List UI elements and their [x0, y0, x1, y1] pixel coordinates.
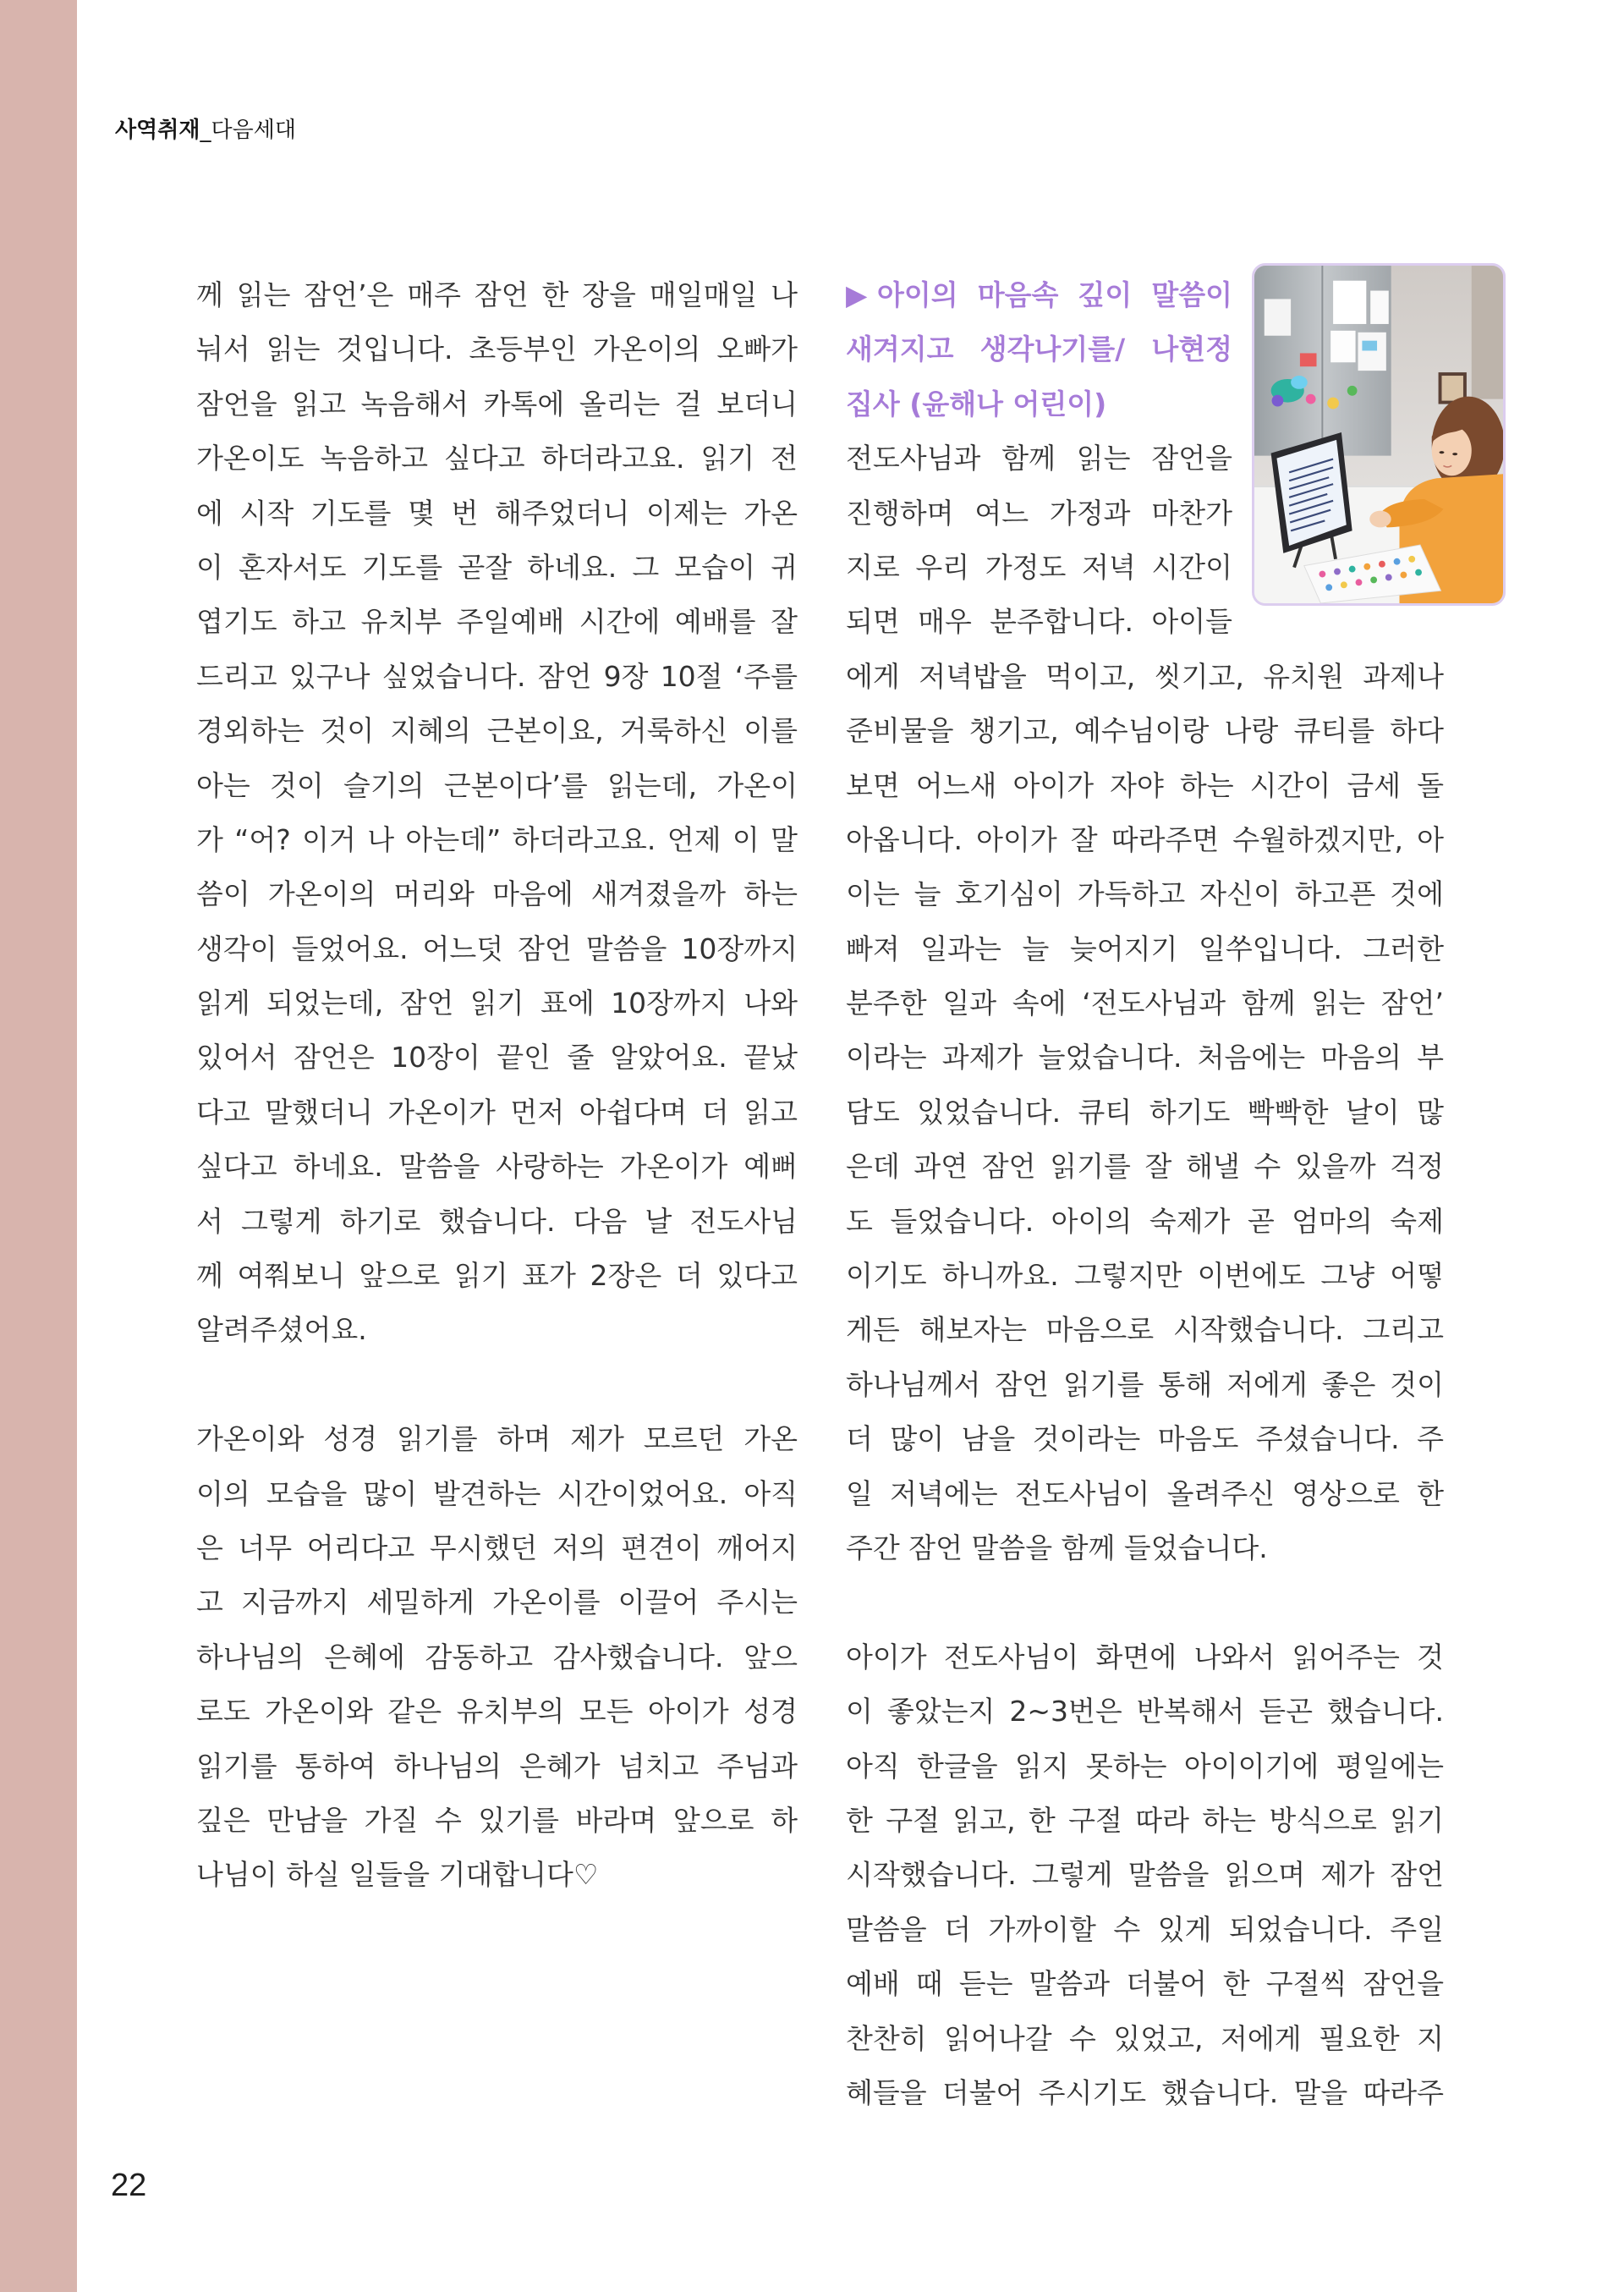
- text-line: 담도 있었습니다. 큐티 하기도 빡빡한 날이 많: [846, 1095, 1444, 1129]
- chart-dot: [1319, 571, 1325, 578]
- text-line: 이라는 과제가 늘었습니다. 처음에는 마음의 부: [846, 1041, 1444, 1075]
- chart-dot: [1385, 574, 1392, 581]
- text-line: 주간 잠언 말씀을 함께 들었습니다.: [846, 1531, 1268, 1564]
- section-subtitle: _다음세대: [200, 118, 296, 143]
- child-drawing: [1362, 341, 1377, 351]
- fridge-magnet: [1347, 386, 1358, 396]
- text-line: 은데 과연 잠언 읽기를 잘 해낼 수 있을까 걱정: [846, 1150, 1444, 1184]
- text-line: 깊은 만남을 가질 수 있기를 바라며 앞으로 하: [196, 1803, 798, 1837]
- text-line: 게든 해보자는 마음으로 시작했습니다. 그리고: [846, 1313, 1444, 1347]
- text-line: 읽게 되었는데, 잠언 읽기 표에 10장까지 나와: [196, 987, 798, 1020]
- text-line: 가 “어? 이거 나 아는데” 하더라고요. 언제 이 말: [196, 822, 798, 856]
- text-line: 있어서 잠언은 10장이 끝인 줄 알았어요. 끝났: [196, 1041, 798, 1075]
- fridge-paper: [1330, 331, 1355, 362]
- chart-dot: [1408, 556, 1415, 563]
- chart-dot: [1394, 558, 1401, 565]
- fridge-magnet: [1272, 395, 1284, 407]
- text-line: 예배 때 듣는 말씀과 더불어 한 구절씩 잠언을: [846, 1967, 1444, 2001]
- text-line: 빠져 일과는 늘 늦어지기 일쑤입니다. 그러한: [846, 932, 1444, 965]
- chart-dot: [1341, 581, 1347, 588]
- fridge-paper: [1358, 333, 1386, 371]
- chart-dot: [1379, 561, 1385, 568]
- text-line: 아직 한글을 읽지 못하는 아이이기에 평일에는: [846, 1749, 1444, 1783]
- text-line: 도 들었습니다. 아이의 숙제가 곧 엄마의 숙제: [846, 1204, 1444, 1238]
- text-line: 은 너무 어리다고 무시했던 저의 편견이 깨어지: [196, 1531, 798, 1564]
- photo-illustration: [1254, 266, 1503, 603]
- text-line: 전도사님과 함께 읽는 잠언을: [846, 442, 1232, 475]
- text-line: 보면 어느새 아이가 자야 하는 시간이 금세 돌: [846, 768, 1444, 802]
- text-line: 분주한 일과 속에 ‘전도사님과 함께 읽는 잠언’: [846, 987, 1444, 1020]
- text-line: 서 그렇게 하기로 했습니다. 다음 날 전도사님: [196, 1204, 798, 1238]
- chart-dot: [1325, 584, 1332, 591]
- text-line: 이기도 하니까요. 그렇지만 이번에도 그냥 어떻: [846, 1259, 1444, 1293]
- text-line: 다고 말했더니 가온이가 먼저 아쉽다며 더 읽고: [196, 1095, 798, 1129]
- text-line: 혜들을 더불어 주시기도 했습니다. 말을 따라주: [846, 2075, 1444, 2109]
- left-paragraph-1: [196, 268, 798, 1358]
- text-line: 하나님의 은혜에 감동하고 감사했습니다. 앞으: [196, 1640, 798, 1674]
- chart-dot: [1349, 566, 1356, 573]
- text-line: 이 혼자서도 기도를 곧잘 하네요. 그 모습이 귀: [196, 550, 798, 584]
- text-line: 에 시작 기도를 몇 번 해주었더니 이제는 가온: [196, 496, 798, 530]
- text-line: 집사 (윤해나 어린이): [846, 387, 1107, 420]
- text-line: 말씀을 더 가까이할 수 있게 되었습니다. 주일: [846, 1912, 1444, 1946]
- text-line: 아는 것이 슬기의 근본이다’를 읽는데, 가온이: [196, 768, 798, 802]
- fridge-magnet: [1306, 394, 1316, 404]
- fridge: [1254, 266, 1391, 456]
- text-line: 아이가 전도사님이 화면에 나와서 읽어주는 것: [846, 1640, 1444, 1674]
- text-line: 진행하며 여느 가정과 마찬가: [846, 496, 1232, 530]
- text-line: 잠언을 읽고 녹음해서 카톡에 올리는 걸 보더니: [196, 387, 798, 420]
- child-reading-photo: [1252, 263, 1506, 606]
- cabinet: [1472, 266, 1503, 399]
- text-line: 읽기를 통하여 하나님의 은혜가 넘치고 주님과: [196, 1749, 798, 1783]
- text-line: 에게 저녁밥을 먹이고, 씻기고, 유치원 과제나: [846, 659, 1444, 693]
- text-line: 눠서 읽는 것입니다. 초등부인 가온이의 오빠가: [196, 333, 798, 366]
- hand: [1369, 511, 1391, 528]
- text-line: 싶다고 하네요. 말씀을 사랑하는 가온이가 예뻐: [196, 1150, 798, 1184]
- text-line: 드리고 있구나 싶었습니다. 잠언 9장 10절 ‘주를: [196, 659, 798, 693]
- chart-dot: [1363, 563, 1370, 570]
- chart-dot: [1370, 576, 1377, 583]
- section-title: 사역취재: [115, 118, 200, 143]
- text-line: 이는 늘 호기심이 가득하고 자신이 하고픈 것에: [846, 877, 1444, 911]
- text-line: 새겨지고 생각나기를/ 나현정: [846, 333, 1232, 366]
- text-line: 아옵니다. 아이가 잘 따라주면 수월하겠지만, 아: [846, 822, 1444, 856]
- chart-dot: [1415, 569, 1422, 576]
- text-line: 께 여쭤보니 앞으로 읽기 표가 2장은 더 있다고: [196, 1259, 798, 1293]
- text-line: 생각이 들었어요. 어느덧 잠언 말씀을 10장까지: [196, 932, 798, 965]
- text-line: 고 지금까지 세밀하게 가온이를 이끌어 주시는: [196, 1586, 798, 1619]
- text-line: 가온이와 성경 읽기를 하며 제가 모르던 가온: [196, 1422, 798, 1456]
- fridge-magnet: [1327, 398, 1339, 409]
- text-line: 이 좋았는지 2~3번은 반복해서 듣곤 했습니다.: [846, 1695, 1444, 1729]
- text-line: 일 저녁에는 전도사님이 올려주신 영상으로 한: [846, 1476, 1444, 1510]
- fridge-magnet: [1291, 376, 1308, 389]
- text-line: 하나님께서 잠언 읽기를 통해 저에게 좋은 것이: [846, 1367, 1444, 1401]
- left-paragraph-2: [196, 1412, 798, 1903]
- side-color-bar: [0, 0, 77, 2292]
- text-line: 지로 우리 가정도 저녁 시간이: [846, 550, 1232, 584]
- text-line: 나님이 하실 일들을 기대합니다♡: [196, 1858, 599, 1892]
- text-line: 되면 매우 분주합니다. 아이들: [846, 605, 1232, 639]
- eye: [1452, 453, 1457, 455]
- chart-dot: [1356, 579, 1363, 585]
- text-line: 이의 모습을 많이 발견하는 시간이었어요. 아직: [196, 1476, 798, 1510]
- text-line: 알려주셨어요.: [196, 1313, 367, 1347]
- text-line: 한 구절 읽고, 한 구절 따라 하는 방식으로 읽기: [846, 1803, 1444, 1837]
- fridge-paper: [1370, 291, 1389, 324]
- chart-dot: [1400, 572, 1407, 579]
- fridge-magnet: [1300, 353, 1317, 366]
- text-line: 가온이도 녹음하고 싶다고 하더라고요. 읽기 전: [196, 442, 798, 475]
- right-paragraph-2: [846, 1630, 1444, 2121]
- text-line: 께 읽는 잠언’은 매주 잠언 한 장을 매일매일 나: [196, 278, 798, 311]
- fridge-paper: [1333, 281, 1366, 324]
- text-line: 로도 가온이와 같은 유치부의 모든 아이가 성경: [196, 1695, 798, 1729]
- text-line: ▶아이의 마음속 깊이 말씀이: [846, 278, 1232, 311]
- frame-picture: [1441, 376, 1462, 401]
- text-line: 엽기도 하고 유치부 주일예배 시간에 예배를 잘: [196, 605, 798, 639]
- eye: [1440, 451, 1445, 453]
- text-line: 준비물을 챙기고, 예수님이랑 나랑 큐티를 하다: [846, 714, 1444, 748]
- text-line: 찬찬히 읽어나갈 수 있었고, 저에게 필요한 지: [846, 2021, 1444, 2055]
- page-number: 22: [111, 2168, 147, 2203]
- left-column: [196, 268, 798, 1903]
- text-line: 경외하는 것이 지혜의 근본이요, 거룩하신 이를: [196, 714, 798, 748]
- text-line: 더 많이 남을 것이라는 마음도 주셨습니다. 주: [846, 1422, 1444, 1456]
- fridge-paper: [1265, 299, 1291, 335]
- text-line: 시작했습니다. 그렇게 말씀을 읽으며 제가 잠언: [846, 1858, 1444, 1892]
- section-header: [115, 115, 296, 146]
- text-line: 씀이 가온이의 머리와 마음에 새겨졌을까 하는: [196, 877, 798, 911]
- chart-dot: [1334, 569, 1341, 575]
